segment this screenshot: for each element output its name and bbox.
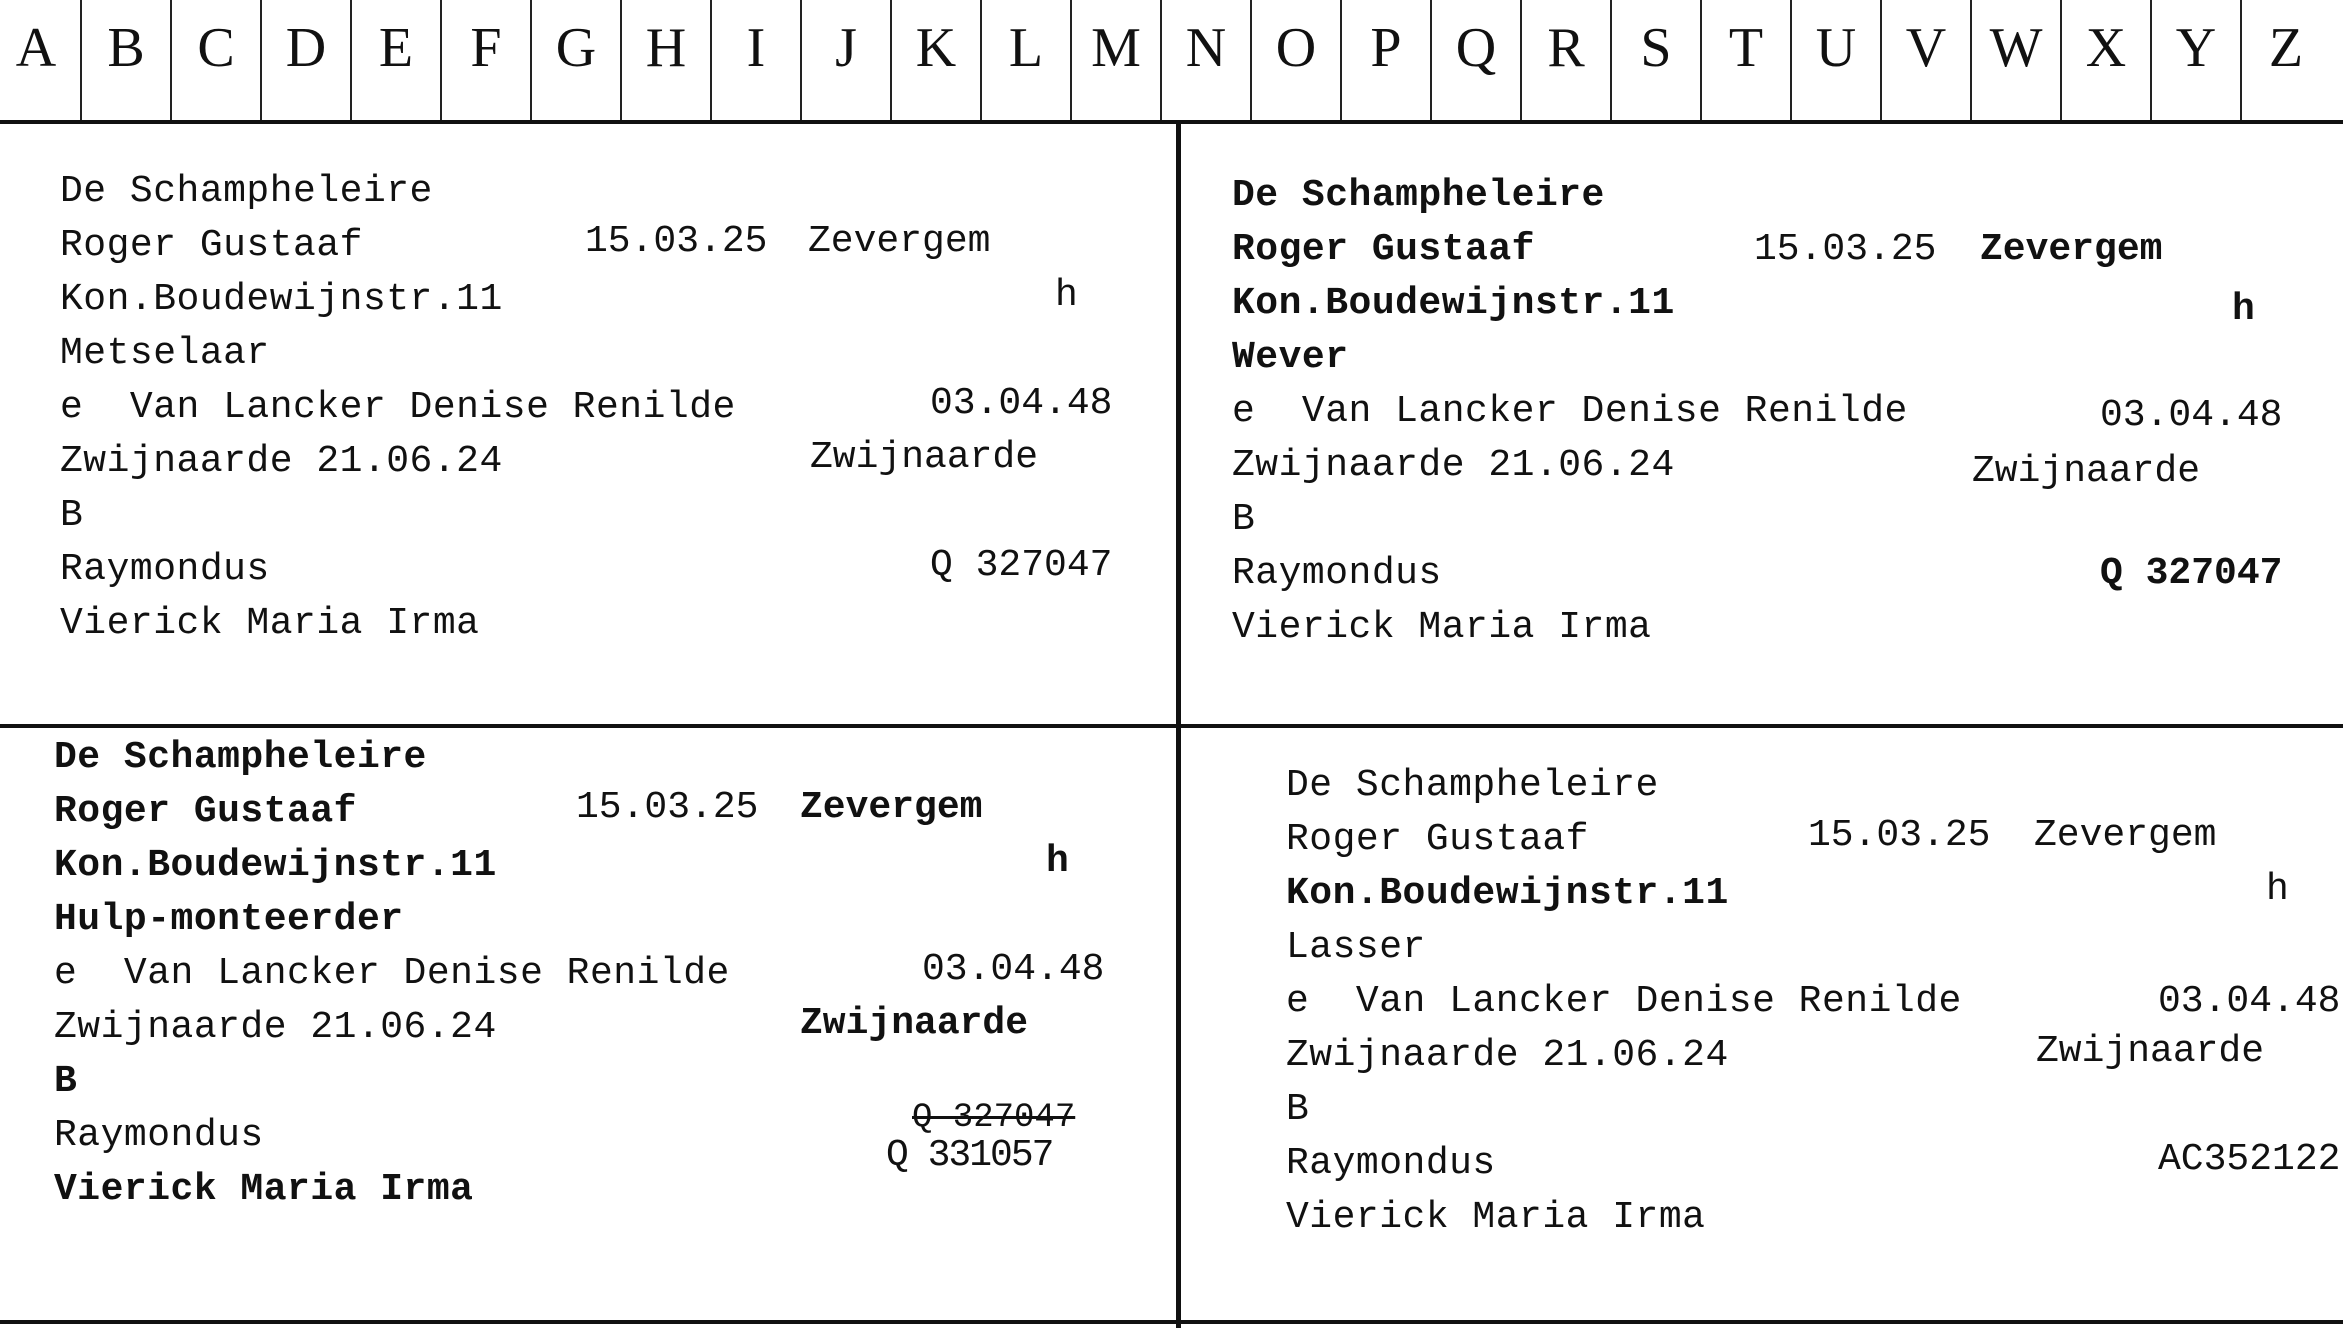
surname: De Schampheleire (60, 170, 433, 213)
spouse-birth: Zwijnaarde 21.06.24 (54, 1006, 497, 1049)
index-tick (890, 0, 892, 120)
birth-date: 15.03.25 (1754, 228, 1937, 271)
index-letter: H (645, 17, 687, 79)
index-letter: X (2085, 17, 2127, 79)
nationality: B (60, 494, 84, 537)
index-letter: L (1008, 17, 1044, 79)
mother: Vierick Maria Irma (1286, 1196, 1706, 1239)
index-letter: I (746, 17, 766, 79)
index-letter: K (915, 17, 957, 79)
extra-name: Raymondus (60, 548, 270, 591)
index-letter: Z (2268, 17, 2304, 79)
index-tick (1700, 0, 1702, 120)
index-tick (710, 0, 712, 120)
mother: Vierick Maria Irma (54, 1168, 474, 1211)
occupation: Wever (1232, 336, 1349, 379)
spouse: e Van Lancker Denise Renilde (60, 386, 736, 429)
marker: h (2232, 288, 2255, 331)
surname: De Schampheleire (54, 736, 427, 779)
index-tick (980, 0, 982, 120)
alphabet-index-strip (0, 0, 2343, 124)
index-tick (2060, 0, 2062, 120)
index-tick (1610, 0, 1612, 120)
card-number: Q 331057 (886, 1134, 1053, 1177)
index-tick (1070, 0, 1072, 120)
birth-place: Zevergem (2034, 814, 2217, 857)
given-names: Roger Gustaaf (60, 224, 363, 267)
spouse-birth: Zwijnaarde 21.06.24 (1286, 1034, 1729, 1077)
nationality: B (1286, 1088, 1310, 1131)
address: Kon.Boudewijnstr.11 (1232, 282, 1675, 325)
given-names: Roger Gustaaf (1232, 228, 1535, 271)
card-number-struck: Q 327047 (912, 1099, 1076, 1137)
birth-date: 15.03.25 (1808, 814, 1991, 857)
mother: Vierick Maria Irma (1232, 606, 1652, 649)
record-card-3 (54, 736, 1164, 1316)
record-card-2 (1232, 174, 2332, 714)
index-letter: V (1905, 17, 1947, 79)
nationality: B (54, 1060, 78, 1103)
marriage-date: 03.04.48 (922, 948, 1105, 991)
address: Kon.Boudewijnstr.11 (60, 278, 503, 321)
spouse: e Van Lancker Denise Renilde (1232, 390, 1908, 433)
index-letter: W (1989, 17, 2043, 79)
index-tick (1880, 0, 1882, 120)
surname: De Schampheleire (1232, 174, 1605, 217)
index-letter: R (1547, 17, 1585, 79)
occupation: Hulp-monteerder (54, 898, 404, 941)
spouse-birth: Zwijnaarde 21.06.24 (60, 440, 503, 483)
marker: h (1055, 274, 1078, 317)
index-letter: Q (1455, 17, 1497, 79)
birth-place: Zevergem (1980, 228, 2163, 271)
index-tick (440, 0, 442, 120)
index-tick (1160, 0, 1162, 120)
card-number: Q 327047 (2100, 552, 2283, 595)
index-letter: D (285, 17, 327, 79)
index-letter: J (835, 17, 857, 79)
extra-name: Raymondus (1232, 552, 1442, 595)
nationality: B (1232, 498, 1256, 541)
marker: h (1046, 840, 1069, 883)
index-letter: P (1370, 17, 1402, 79)
index-letter: G (555, 17, 597, 79)
index-letter: T (1728, 17, 1764, 79)
index-letter: S (1640, 17, 1672, 79)
index-letter: B (107, 17, 145, 79)
spouse-birth: Zwijnaarde 21.06.24 (1232, 444, 1675, 487)
given-names: Roger Gustaaf (1286, 818, 1589, 861)
index-tick (2240, 0, 2242, 120)
index-letter: Y (2175, 17, 2217, 79)
index-tick (350, 0, 352, 120)
occupation: Metselaar (60, 332, 270, 375)
address: Kon.Boudewijnstr.11 (54, 844, 497, 887)
index-tick (1250, 0, 1252, 120)
index-tick (800, 0, 802, 120)
index-letter: N (1185, 17, 1227, 79)
birth-place: Zevergem (800, 786, 983, 829)
marriage-date: 03.04.48 (2100, 394, 2283, 437)
marriage-date: 03.04.48 (930, 382, 1113, 425)
index-letter: O (1275, 17, 1317, 79)
index-letter: A (15, 17, 57, 79)
card-grid (0, 124, 2343, 1328)
index-letter: C (197, 17, 235, 79)
given-names: Roger Gustaaf (54, 790, 357, 833)
index-tick (260, 0, 262, 120)
index-tick (80, 0, 82, 120)
marriage-place: Zwijnaarde (800, 1002, 1029, 1045)
marker: h (2266, 868, 2289, 911)
index-tick (620, 0, 622, 120)
record-card-1 (60, 170, 1140, 710)
marriage-place: Zwijnaarde (1972, 450, 2201, 493)
extra-name: Raymondus (1286, 1142, 1496, 1185)
marriage-place: Zwijnaarde (810, 436, 1039, 479)
index-letter: F (470, 17, 502, 79)
surname: De Schampheleire (1286, 764, 1659, 807)
index-tick (1520, 0, 1522, 120)
index-tick (1340, 0, 1342, 120)
index-tick (1790, 0, 1792, 120)
address: Kon.Boudewijnstr.11 (1286, 872, 1729, 915)
birth-place: Zevergem (808, 220, 991, 263)
record-card-4 (1286, 764, 2341, 1324)
card-divider-horizontal (0, 724, 2343, 728)
index-tick (2150, 0, 2152, 120)
card-number: Q 327047 (930, 544, 1113, 587)
index-tick (1970, 0, 1972, 120)
spouse: e Van Lancker Denise Renilde (54, 952, 730, 995)
occupation: Lasser (1286, 926, 1426, 969)
spouse: e Van Lancker Denise Renilde (1286, 980, 1962, 1023)
index-letter: U (1815, 17, 1857, 79)
extra-name: Raymondus (54, 1114, 264, 1157)
mother: Vierick Maria Irma (60, 602, 480, 645)
marriage-date: 03.04.48 (2158, 980, 2341, 1023)
marriage-place: Zwijnaarde (2036, 1030, 2265, 1073)
birth-date: 15.03.25 (585, 220, 768, 263)
index-tick (530, 0, 532, 120)
index-tick (1430, 0, 1432, 120)
index-letter: M (1091, 17, 1141, 79)
birth-date: 15.03.25 (576, 786, 759, 829)
card-number: AC352122 (2158, 1138, 2341, 1181)
index-letter: E (378, 17, 414, 79)
index-tick (170, 0, 172, 120)
